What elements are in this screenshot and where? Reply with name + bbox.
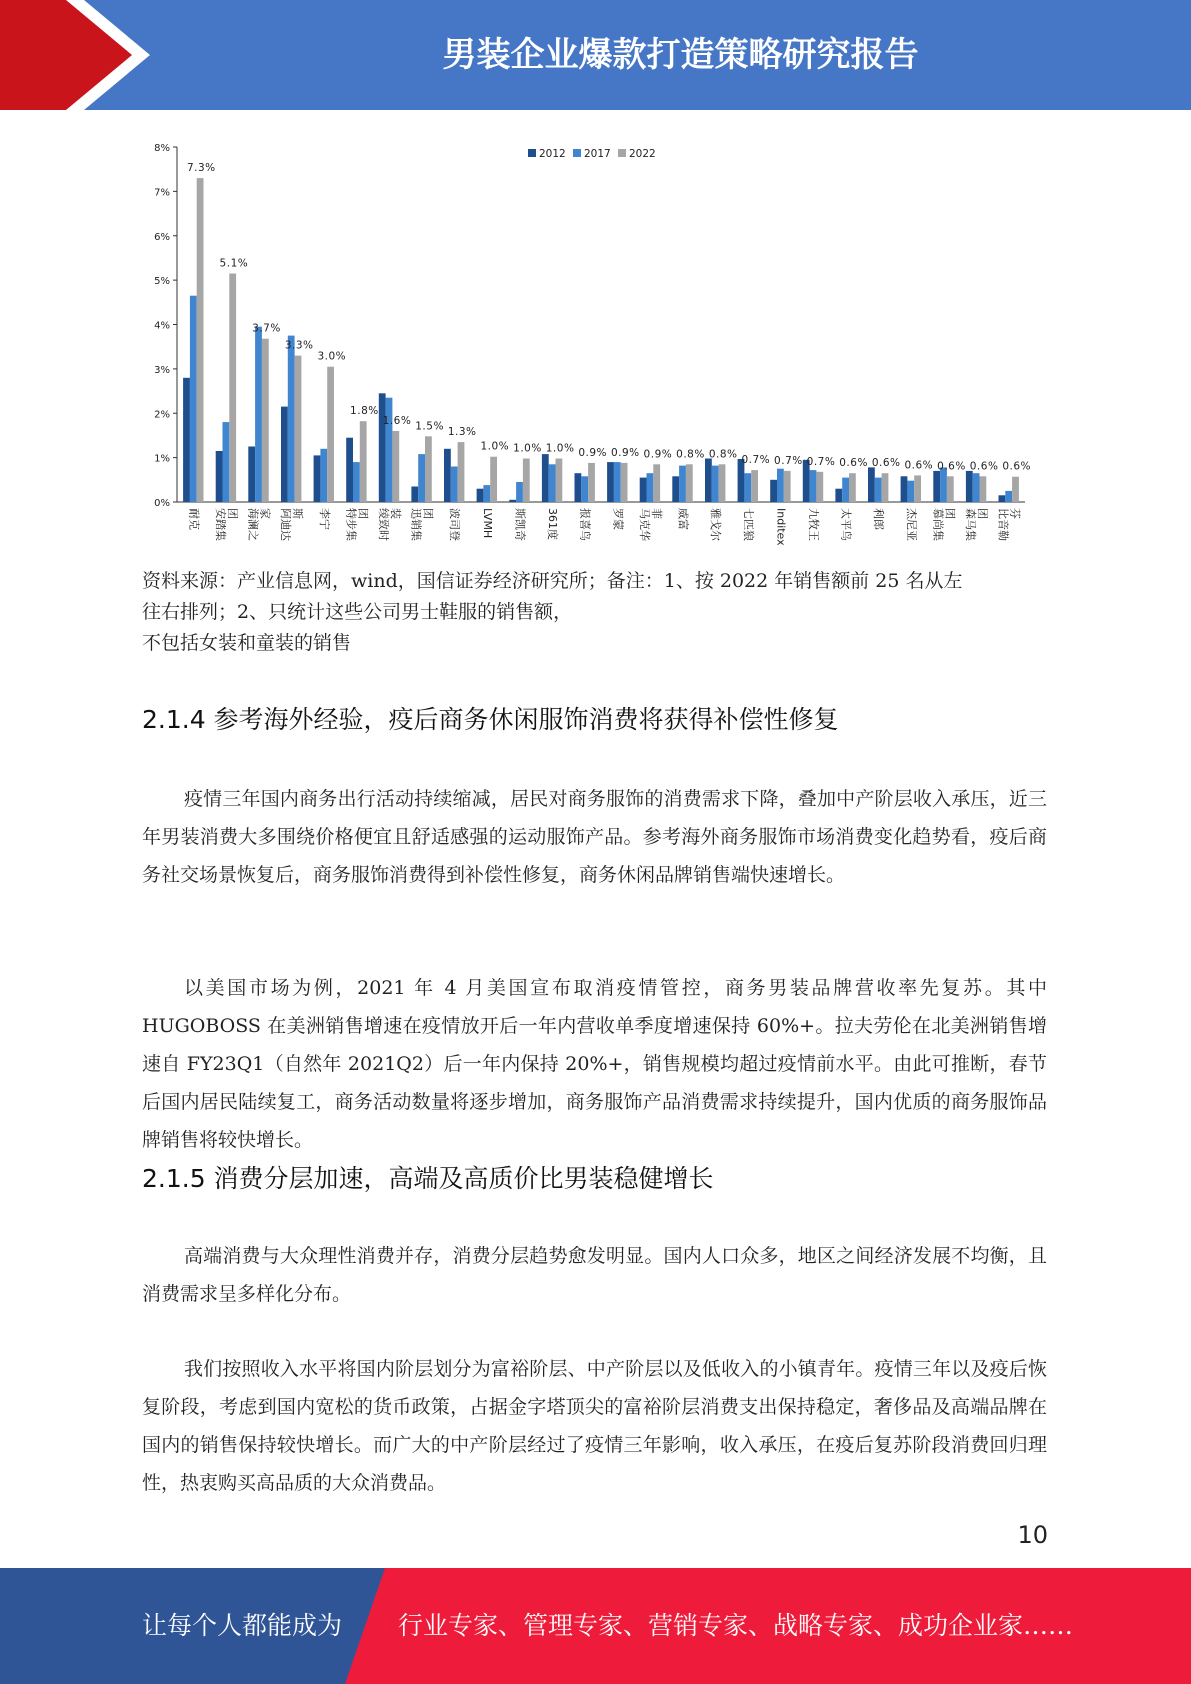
bar-2017 [973, 473, 980, 502]
data-label: 0.6% [904, 459, 934, 472]
bar-2022 [458, 442, 465, 502]
bar-2022 [360, 421, 367, 502]
data-label: 1.0% [513, 442, 542, 455]
paragraph-2-1-4-1: 疫情三年国内商务出行活动持续缩减，居民对商务服饰的消费需求下降，叠加中产阶层收入承压，近三年男装消费大多围绕价格便宜且舒适感强的运动服饰产品。参考海外商务服饰市场消费变化趋势看，疫后商务社交场景恢复后，商务服饰消费得到补偿性修复，商务休闲品牌销售端快速增长。 [142, 788, 1047, 886]
category-label: 芬 [1008, 508, 1022, 519]
category-label: 马克华 [637, 508, 651, 541]
data-label: 3.3% [284, 339, 314, 352]
bar-2022 [295, 356, 302, 502]
data-label: 0.6% [969, 460, 999, 473]
category-label: 利郎 [872, 508, 886, 530]
bar-2012 [835, 489, 842, 502]
category-label: 杰尼亚 [904, 508, 918, 541]
bar-2012 [216, 451, 223, 502]
bar-2017 [451, 467, 458, 503]
bar-2012 [672, 476, 679, 502]
data-label: 1.3% [447, 426, 477, 439]
bar-2012 [770, 480, 777, 502]
category-label: 斯凯奇 [513, 508, 527, 541]
data-label: 0.9% [578, 446, 608, 459]
bar-2012 [509, 500, 516, 502]
bar-2017 [842, 478, 849, 502]
category-label: 斯 [291, 508, 305, 519]
source-line-1: 资料来源：产业信息网，wind，国信证券经济研究所；备注：1、按 2022 年销售额前 25 名从左 [142, 570, 963, 592]
category-label: 特步集 [344, 508, 358, 541]
bar-2012 [999, 495, 1006, 502]
bar-2012 [281, 407, 288, 502]
category-label: 耐克 [187, 508, 201, 530]
data-label: 1.6% [382, 415, 412, 427]
sales-share-bar-chart [140, 132, 1060, 552]
category-label: 波司登 [448, 508, 462, 541]
bar-2017 [712, 466, 719, 502]
category-label: 慕尚集 [931, 508, 945, 541]
category-label: 安踏集 [213, 508, 227, 541]
bar-2017 [581, 476, 588, 502]
bar-2012 [477, 489, 484, 502]
category-label: 罗蒙 [611, 508, 625, 530]
bar-2017 [223, 422, 230, 502]
bar-2012 [901, 476, 908, 502]
category-label: 雅戈尔 [709, 508, 723, 541]
bar-2022 [882, 473, 889, 502]
bar-2012 [640, 478, 647, 502]
category-label: 比音勒 [996, 508, 1010, 541]
category-label: 菲 [649, 508, 663, 519]
y-tick-label: 8% [154, 143, 170, 154]
data-label: 1.0% [480, 440, 510, 453]
category-label: 七匹狼 [741, 508, 755, 541]
page-number: 10 [1017, 1521, 1048, 1549]
data-label: 0.6% [937, 460, 966, 473]
bar-2022 [751, 470, 758, 502]
bar-2022 [197, 178, 204, 502]
category-label: 装 [389, 508, 402, 519]
bar-2012 [868, 467, 875, 502]
bar-2017 [190, 296, 197, 502]
footer-slogan-right: 行业专家、管理专家、营销专家、战略专家、成功企业家…… [398, 1611, 1074, 1640]
bar-2012 [314, 455, 321, 502]
y-tick-label: 2% [154, 409, 170, 421]
category-label: 团 [225, 508, 239, 519]
footer-slogan-left: 让每个人都能成为 [142, 1611, 343, 1640]
category-label: 361度 [546, 508, 560, 540]
bar-2022 [816, 472, 823, 502]
category-label: 团 [943, 508, 957, 519]
bar-2017 [907, 481, 914, 502]
bar-2022 [490, 457, 497, 502]
legend-label-2022: 2022 [629, 148, 656, 160]
bar-2022 [621, 463, 628, 502]
paragraph-2-1-5-1: 高端消费与大众理性消费并存，消费分层趋势愈发明显。国内人口众多，地区之间经济发展不均衡，且消费需求呈多样化分布。 [142, 1245, 1047, 1305]
y-tick-label: 6% [154, 231, 170, 243]
bar-2012 [444, 449, 451, 502]
bar-2022 [523, 459, 530, 503]
category-label: 团 [421, 508, 435, 519]
bar-2022 [425, 436, 432, 502]
bar-2017 [744, 473, 751, 502]
bar-2017 [320, 449, 327, 502]
bar-2022 [719, 464, 726, 502]
y-tick-label: 3% [154, 364, 170, 376]
data-label: 0.6% [871, 457, 901, 470]
bar-2022 [849, 473, 856, 502]
bar-2017 [288, 336, 295, 502]
legend-label-2017: 2017 [584, 148, 611, 160]
y-tick-label: 7% [154, 187, 170, 199]
y-tick-label: 1% [154, 453, 170, 465]
bar-2017 [516, 482, 523, 502]
category-label: 团 [356, 508, 370, 519]
bar-2017 [777, 469, 784, 502]
data-label: 0.8% [676, 448, 705, 461]
bar-2017 [386, 398, 393, 502]
bar-2012 [607, 462, 614, 502]
category-label: 海澜之 [246, 508, 260, 541]
bar-2017 [255, 327, 262, 502]
bar-2017 [679, 466, 686, 502]
source-line-3: 不包括女装和童装的销售 [142, 632, 352, 654]
bar-2012 [575, 473, 582, 502]
bar-2017 [940, 467, 947, 502]
bar-2022 [947, 476, 954, 502]
bar-2017 [614, 462, 621, 502]
category-label: 家 [258, 508, 272, 519]
bar-2017 [875, 478, 882, 502]
data-label: 0.7% [774, 454, 803, 467]
bar-2012 [411, 487, 418, 503]
data-label: 0.7% [741, 454, 771, 467]
bar-2022 [327, 367, 334, 502]
bar-2012 [346, 438, 353, 502]
legend-swatch-2022 [618, 149, 626, 157]
bar-2017 [810, 470, 817, 502]
bar-2022 [914, 475, 921, 502]
bar-2022 [229, 274, 236, 503]
legend-swatch-2012 [528, 149, 536, 157]
bar-2022 [392, 431, 399, 502]
bar-2017 [483, 485, 490, 502]
data-label: 3.0% [317, 350, 347, 363]
data-label: 3.7% [252, 322, 281, 335]
bar-2022 [556, 459, 563, 503]
bar-2012 [183, 378, 190, 502]
bar-2017 [549, 464, 556, 502]
data-label: 1.5% [415, 420, 444, 433]
page-header [0, 0, 1191, 110]
data-label: 7.3% [186, 162, 216, 175]
category-label: 九牧王 [807, 508, 820, 541]
category-label: LVMH [480, 508, 494, 539]
bar-2017 [647, 473, 654, 502]
bar-2022 [980, 476, 987, 502]
bar-2022 [686, 464, 693, 502]
legend-label-2012: 2012 [539, 148, 566, 160]
bar-2012 [966, 471, 973, 502]
page-footer [0, 1568, 1191, 1684]
category-label: 森马集 [964, 508, 978, 541]
data-label: 0.7% [806, 455, 836, 468]
paragraph-2-1-4-2: 以美国市场为例，2021 年 4 月美国宣布取消疫情管控，商务男装品牌营收率先复苏。其中 HUGOBOSS 在美洲销售增速在疫情放开后一年内营收单季度增速保持 60%+。拉夫劳伦在北美洲销售增速自 FY23Q1（自然年 2021Q2）后一年内保持 20%+，销售规模均超过疫情前水平。由此可推断，春节后国内居民陆续复工，商务活动数量将逐步增加，商务服饰产品消费需求持续提升，国内优质的商务服饰品牌销售将较快增长。 [142, 977, 1047, 1151]
category-label: 迅销集 [409, 508, 423, 541]
data-label: 0.9% [643, 448, 673, 461]
bar-2012 [248, 447, 255, 503]
bar-2017 [353, 462, 360, 502]
data-label: 0.6% [1002, 460, 1032, 473]
data-label: 0.6% [839, 457, 868, 470]
bar-2022 [588, 463, 595, 502]
y-tick-label: 0% [154, 498, 170, 509]
bar-2022 [784, 471, 791, 502]
bar-2012 [705, 459, 712, 503]
category-label: 威富 [676, 508, 690, 530]
source-line-2: 往右排列；2、只统计这些公司男士鞋服的销售额， [142, 601, 573, 623]
category-label: 报喜鸟 [578, 508, 592, 541]
bar-2022 [1012, 477, 1019, 502]
section-heading-2-1-5: 2.1.5 消费分层加速，高端及高质价比男装稳健增长 [142, 1164, 714, 1193]
y-tick-label: 5% [154, 276, 170, 288]
section-heading-2-1-4: 2.1.4 参考海外经验，疫后商务休闲服饰消费将获得补偿性修复 [142, 705, 839, 734]
category-label: 阿迪达 [279, 508, 293, 541]
category-label: 李宁 [317, 508, 331, 530]
chart-source-note [142, 566, 1042, 659]
category-label: 团 [976, 508, 990, 519]
bar-2012 [933, 471, 940, 502]
y-tick-label: 4% [154, 320, 170, 332]
bar-2022 [653, 464, 660, 502]
data-label: 0.9% [610, 446, 640, 459]
page-title: 男装企业爆款打造策略研究报告 [442, 35, 919, 75]
bar-2017 [418, 454, 425, 502]
data-label: 1.8% [350, 405, 379, 418]
paragraph-2-1-5-2: 我们按照收入水平将国内阶层划分为富裕阶层、中产阶层以及低收入的小镇青年。疫情三年以及疫后恢复阶段，考虑到国内宽松的货币政策，占据金字塔顶尖的富裕阶层消费支出保持稳定，奢侈品及高端品牌在国内的销售保持较快增长。而广大的中产阶层经过了疫情三年影响，收入承压，在疫后复苏阶段消费回归理性，热衷购买高品质的大众消费品。 [142, 1358, 1047, 1494]
category-label: 绫致时 [377, 508, 390, 541]
data-label: 5.1% [219, 257, 249, 270]
bar-2012 [379, 393, 386, 502]
legend-swatch-2017 [573, 149, 581, 157]
category-label: 太平鸟 [839, 508, 853, 541]
data-label: 0.8% [708, 448, 738, 461]
bar-2012 [542, 454, 549, 502]
header-arrow-graphic [0, 0, 160, 110]
category-label: Inditex [774, 508, 788, 546]
bar-2022 [262, 339, 269, 502]
data-label: 1.0% [545, 442, 575, 455]
bar-2017 [1005, 491, 1012, 502]
